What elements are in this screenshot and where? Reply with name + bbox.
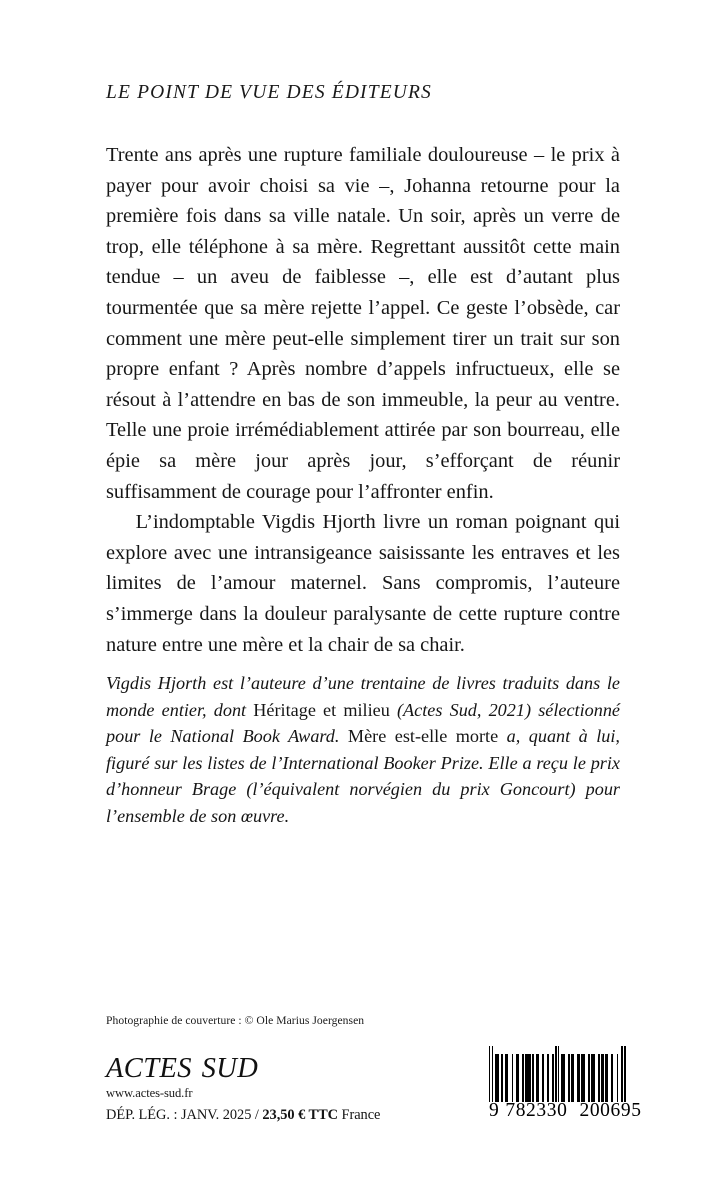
actes-sud-logo (106, 1053, 436, 1084)
barcode-lead-digit: 9 (489, 1100, 500, 1121)
bio-segment-1: Vigdis Hjorth est l’auteure d’une trentaine de livres traduits dans le monde entier, dont (106, 673, 620, 720)
barcode-module (624, 1046, 625, 1102)
price-value: 23,50 € TTC (262, 1107, 338, 1123)
price-country: France (337, 1107, 381, 1123)
publisher-website[interactable]: www.actes-sud.fr (106, 1086, 193, 1100)
blurb-paragraph-2: L’indomptable Vigdis Hjorth livre un roman poignant qui explore avec une intransigeance saisissante les entraves et les limites de l’amour maternel. Sans compromis, l’auteure s’immerge dans la douleur paralysante de cette rupture contre nature entre une mère et la chair de sa chair. (106, 511, 620, 656)
bio-segment-3: a, quant à lui, figuré sur les listes de l’International Booker Prize. Elle a reçu le prix d’honneur Brage (l’équivalent norvégien du prix Goncourt) pour l’ensemble de son œuvre. (106, 726, 620, 826)
cover-photo-credit: Photographie de couverture : © Ole Marius Joergensen (106, 1014, 365, 1027)
barcode-bars (489, 1046, 627, 1102)
publisher-word-2: SUD (201, 1053, 259, 1084)
blurb-text (106, 140, 620, 660)
barcode-group-right: 200695 (579, 1100, 642, 1121)
bio-book-title-1: Héritage et milieu (253, 699, 390, 720)
author-bio (106, 670, 620, 830)
publisher-word-1: ACTES (106, 1053, 192, 1084)
bio-segment-2: (Actes Sud, 2021) sélectionné pour le National Book Award. (106, 699, 620, 747)
blurb-paragraph-1: Trente ans après une rupture familiale douloureuse – le prix à payer pour avoir choisi sa vie –, Johanna retourne pour la première fois dans sa ville natale. Un soir, après un verre de trop, elle téléphone à sa mère. Regrettant aussitôt cette main tendue – un aveu de faiblesse –, elle est d’autant plus tourmentée que sa mère rejette l’appel. Ce geste l’obsède, car comment une mère peut-elle simplement tirer un trait sur son propre enfant ? Après nombre d’appels infructueux, elle se résout à l’attendre en bas de son immeuble, la peur au ventre. Telle une proie irrémédiablement attirée par son bourreau, elle épie sa mère jour après jour, s’efforçant de réunir suffisamment de courage pour l’affronter enfin. (106, 144, 620, 503)
barcode-group-left: 782330 (505, 1100, 568, 1121)
publisher-imprint (106, 1053, 436, 1102)
isbn-barcode (489, 1046, 642, 1121)
barcode-digits (489, 1100, 642, 1121)
bio-book-title-2: Mère est-elle morte (347, 726, 499, 747)
legal-deposit-date: DÉP. LÉG. : JANV. 2025 / (106, 1107, 263, 1123)
legal-deposit-line (106, 1106, 380, 1125)
page-title: LE POINT DE VUE DES ÉDITEURS (106, 82, 432, 103)
author-bio-paragraph (106, 670, 620, 830)
